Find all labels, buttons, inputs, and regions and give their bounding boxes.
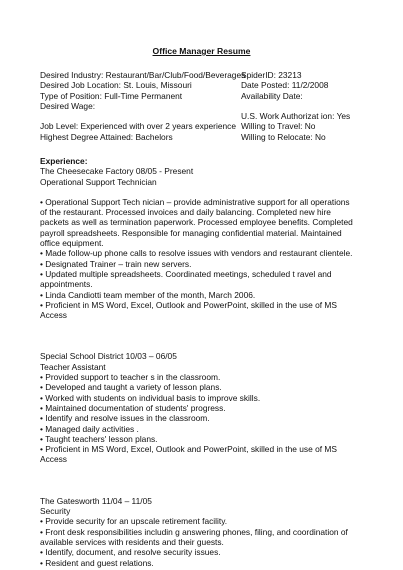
experience-section: [40, 156, 370, 568]
job-bullet: • Maintained documentation of students' progress.: [40, 402, 226, 413]
job-employer: The Cheesecake Factory 08/05 - Present: [40, 166, 194, 177]
job-preferences-block: [40, 70, 245, 142]
job-title: Security: [40, 506, 71, 517]
job-bullet: • Worked with students on individual basis to improve skills.: [40, 392, 261, 403]
willing-to-travel: Willing to Travel: No: [241, 121, 316, 132]
job-cheesecake-factory: [40, 166, 370, 320]
job-bullet: • Managed daily activities .: [40, 423, 139, 434]
job-bullet: • Proficient in MS Word, Excel, Outlook and PowerPoint, skilled in the use of MS: [40, 299, 337, 310]
job-bullet-cont: office equipment.: [40, 238, 104, 249]
job-bullet: • Identify, document, and resolve security issues.: [40, 547, 221, 558]
job-bullet: • Made follow-up phone calls to resolve issues with vendors and restaurant clientele.: [40, 248, 353, 259]
job-bullet: • Identify and resolve issues in the classroom.: [40, 413, 210, 424]
job-bullet-cont: available services with residents and their guests.: [40, 536, 224, 547]
spider-id: SpiderID: 23213: [241, 70, 302, 80]
availability-date: Availability Date:: [241, 90, 303, 101]
job-title: Operational Support Technician: [40, 176, 157, 187]
document-title: Office Manager Resume: [152, 46, 251, 56]
job-employer: Special School District 10/03 – 06/05: [40, 351, 177, 362]
desired-wage: Desired Wage:: [40, 100, 96, 111]
job-bullet: • Operational Support Tech nician – provide administrative support for all operations: [40, 196, 350, 207]
job-bullet: • Proficient in MS Word, Excel, Outlook and PowerPoint, skilled in the use of MS: [40, 444, 337, 455]
job-bullet-cont: Access: [40, 310, 67, 321]
job-bullet: • Resident and guest relations.: [40, 557, 154, 568]
job-special-school-district: [40, 351, 370, 464]
job-level: Job Level: Experienced with over 2 years experience: [40, 121, 236, 132]
job-bullet: • Front desk responsibilities includin g answering phones, filing, and coordination of: [40, 526, 348, 537]
job-bullet-cont: appointments.: [40, 279, 93, 290]
date-posted: Date Posted: 11/2/2008: [241, 80, 329, 91]
highest-degree: Highest Degree Attained: Bachelors: [40, 131, 173, 142]
willing-to-relocate: Willing to Relocate: No: [241, 131, 326, 142]
job-employer: The Gatesworth 11/04 – 11/05: [40, 495, 152, 506]
job-bullet: • Provided support to teacher s in the classroom.: [40, 372, 221, 383]
job-bullet-cont: Access: [40, 454, 67, 465]
work-authorization: U.S. Work Authorizat ion: Yes: [241, 111, 351, 122]
job-title: Teacher Assistant: [40, 361, 106, 372]
job-bullet-cont: payroll spreadsheets. Responsible for managing confidential material. Maintained: [40, 227, 342, 238]
job-bullet: • Designated Trainer – train new servers.: [40, 258, 192, 269]
type-of-position: Type of Position: Full-Time Permanent: [40, 90, 183, 101]
posting-info-block: [241, 70, 391, 142]
job-gatesworth: [40, 496, 370, 568]
experience-heading: Experience:: [40, 156, 88, 166]
job-bullet: • Taught teachers' lesson plans.: [40, 433, 158, 444]
job-bullet-cont: packets as well as termination paperwork. Processed employee benefits. Completed: [40, 217, 353, 228]
desired-industry: Desired Industry: Restaurant/Bar/Club/Food/Beverages: [40, 70, 246, 80]
job-bullet: • Developed and taught a variety of lesson plans.: [40, 382, 222, 393]
job-bullet: • Provide security for an upscale retirement facility.: [40, 516, 228, 527]
job-bullet: • Updated multiple spreadsheets. Coordinated meetings, scheduled t ravel and: [40, 268, 332, 279]
job-bullet-cont: of the restaurant. Processed invoices and daily balancing. Completed new hire: [40, 207, 331, 218]
job-bullet: • Linda Candiotti team member of the month, March 2006.: [40, 289, 256, 300]
desired-job-location: Desired Job Location: St. Louis, Missouri: [40, 80, 192, 91]
